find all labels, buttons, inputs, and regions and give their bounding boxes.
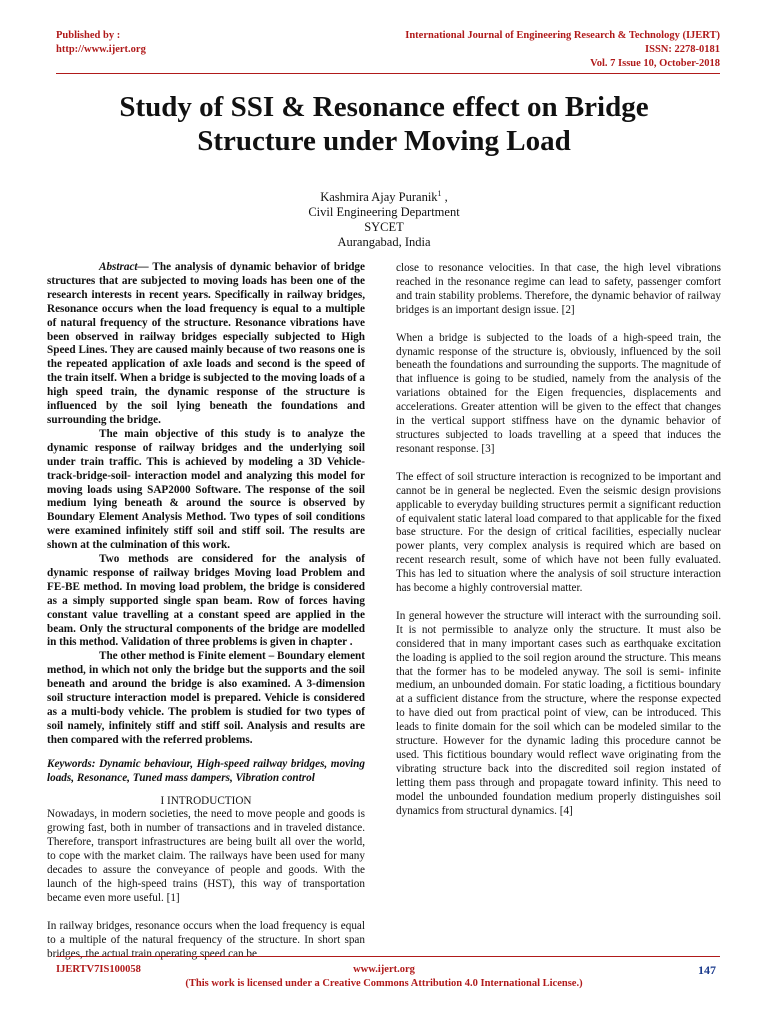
intro-p2: In railway bridges, resonance occurs when the load frequency is equal to a multiple of the natural frequency of the structure. In short span bridges, the actual train operating speed can be [47, 919, 365, 960]
abstract-p4: The other method is Finite element – Boundary element method, in which not only the bridge but the supports and the soil beneath and around the bridge is also examined. A 3-dimension soil structure interaction model is prepared. Vehicle is considered as a multi-body vehicle. The problem is studied for two types of soil namely, infinitely stiff and stiff soil. Analysis and results are then compared with the referred problems. [47, 650, 365, 746]
header-rule [56, 73, 720, 74]
paper-title [40, 90, 728, 158]
intro-right-p4: In general however the structure will interact with the surrounding soil. It is not permissible to analyze only the structure. It must also be considered that in many important cases such as earthquake excitation the loading is applied to the soil region around the structure. This means that the former has to be modeled anyway. The soil is semi- infinite medium, an unbounded domain. For static loading, a fictitious boundary at a sufficient distance from the structure, where the response expected to have died out from practical point of view, can be introduced. This leads to finite domain for the soil which can be modeled similar to the structure. However for the dynamic lading this procedure cannot be used. This fictitious boundary would reflect wave originating from the vibrating structure back into the discredited soil region instated of letting them pass through and propagate toward infinity. This need to model the unbounded foundation medium properly distinguishes soil dynamics from structural dynamics. [4] [396, 609, 721, 817]
header-right [405, 29, 720, 71]
author-suffix: , [441, 190, 448, 205]
footer-paper-id: IJERTV7IS100058 [56, 964, 141, 975]
abstract-p3: Two methods are considered for the analysis of dynamic response of railway bridges Moving load Problem and FE-BE method. In moving load problem, the bridge is considered as a simply supported single span beam. Row of forces having constant value travelling at a constant speed are applied in the beam. Only the structural components of the bridge are modelled in this method. Validation of three problems is given in chapter . [47, 553, 365, 649]
journal-name: International Journal of Engineering Research & Technology (IJERT) [405, 30, 720, 41]
abstract-p1: Abstract— The analysis of dynamic behavior of bridge structures that are subjected to moving loads has been one of the research interests in recent years. Specifically in railway bridges, Resonance occurs when the load frequency is equal to a multiple of natural frequency of the structure. Resonance vibrations have been observed in railway bridges especially subjected to High Speed Lines. They are caused mainly because of two reasons one is the repeated application of axle loads and second is the speed of the train itself. When a bridge is subjected to the moving loads of a high speed train, the dynamic response of the structure is influenced by the soil lying beneath the foundations and surrounding the bridge. [47, 261, 366, 426]
published-by: Published by : [56, 30, 121, 41]
footer-center [0, 963, 768, 991]
page-number: 147 [698, 963, 716, 977]
header-left [56, 29, 146, 57]
abstract-label: Abstract— [99, 261, 149, 273]
abstract-p2: The main objective of this study is to analyze the dynamic response of railway bridges and the underlying soil under train traffic. This is achieved by modeling a 3D Vehicle-track-bridge-soil- interaction model and analyzing this model for moving loads using SAP2000 Software. The response of the soil medium lying beneath & around the source is observed by Boundary Element Analysis Method. Two types of soil conditions were examined infinitely stiff soil and stiff soil. The results are shown at the culmination of this work. [47, 427, 365, 552]
author-line [0, 186, 768, 205]
title-line-2: Structure under Moving Load [197, 125, 571, 157]
author-block [0, 186, 768, 250]
journal-url[interactable]: http://www.ijert.org [56, 44, 146, 55]
intro-right-p2: When a bridge is subjected to the loads of a high-speed train, the dynamic response of the structure is, obviously, influenced by the soil beneath the foundations and surrounding the supports. The magnitude of that influence is going to be studied, namely from the analysis of the variations obtained for the Eigen frequencies, displacements and accelerations. Greater attention will be given to the effect that changes in the vertical support stiffness have on the dynamic behavior of structures subjected to loads travelling at a speed that induces the resonant response. [3] [396, 331, 721, 455]
intro-right-p1: close to resonance velocities. In that case, the high level vibrations reached in the resonance regime can lead to safety, passenger comfort and train stability problems. Therefore, the dynamic behavior of railway bridges is an important design issue. [2] [396, 262, 721, 316]
issn: ISSN: 2278-0181 [645, 44, 720, 55]
intro-right-p3: The effect of soil structure interaction is recognized to be important and cannot be in general be neglected. Even the seismic design provisions applicable to everyday building structures permit a significant reduction of equivalent static lateral load compared to that applicable for the fixed base structure. For the design of critical facilities, especially nuclear power plants, very complex analysis is required which are based on recent research result, some of which have not been fully evaluated. This has led to situation where the analysis of soil structure interaction has become a highly controversial matter. [396, 470, 721, 595]
author-name: Kashmira Ajay Puranik [320, 190, 438, 205]
keywords: Keywords: Dynamic behaviour, High-speed railway bridges, moving loads, Resonance, Tuned mass dampers, Vibration control [47, 757, 365, 784]
author-superscript: 1 [437, 189, 442, 198]
author-department: Civil Engineering Department [308, 205, 460, 220]
title-line-1: Study of SSI & Resonance effect on Bridge [119, 91, 649, 123]
footer-license: (This work is licensed under a Creative Commons Attribution 4.0 International License.) [185, 978, 583, 989]
left-column [47, 261, 365, 962]
right-column [396, 262, 721, 819]
author-institute: SYCET [364, 220, 404, 235]
footer-url[interactable]: www.ijert.org [353, 964, 415, 975]
footer-rule [56, 956, 720, 957]
intro-p1: Nowadays, in modern societies, the need to move people and goods is growing fast, both in number of transactions and in traveled distance. Therefore, transport infrastructures are being built all over the world, to cope with the market claim. The railways have been used for many decades to assure the conveyance of people and goods. With the launch of the high-speed trains (HST), this way of transportation became even more useful. [1] [47, 808, 365, 904]
author-location: Aurangabad, India [337, 235, 431, 250]
section-heading-introduction: I INTRODUCTION [160, 794, 252, 807]
volume-issue: Vol. 7 Issue 10, October-2018 [590, 58, 720, 69]
